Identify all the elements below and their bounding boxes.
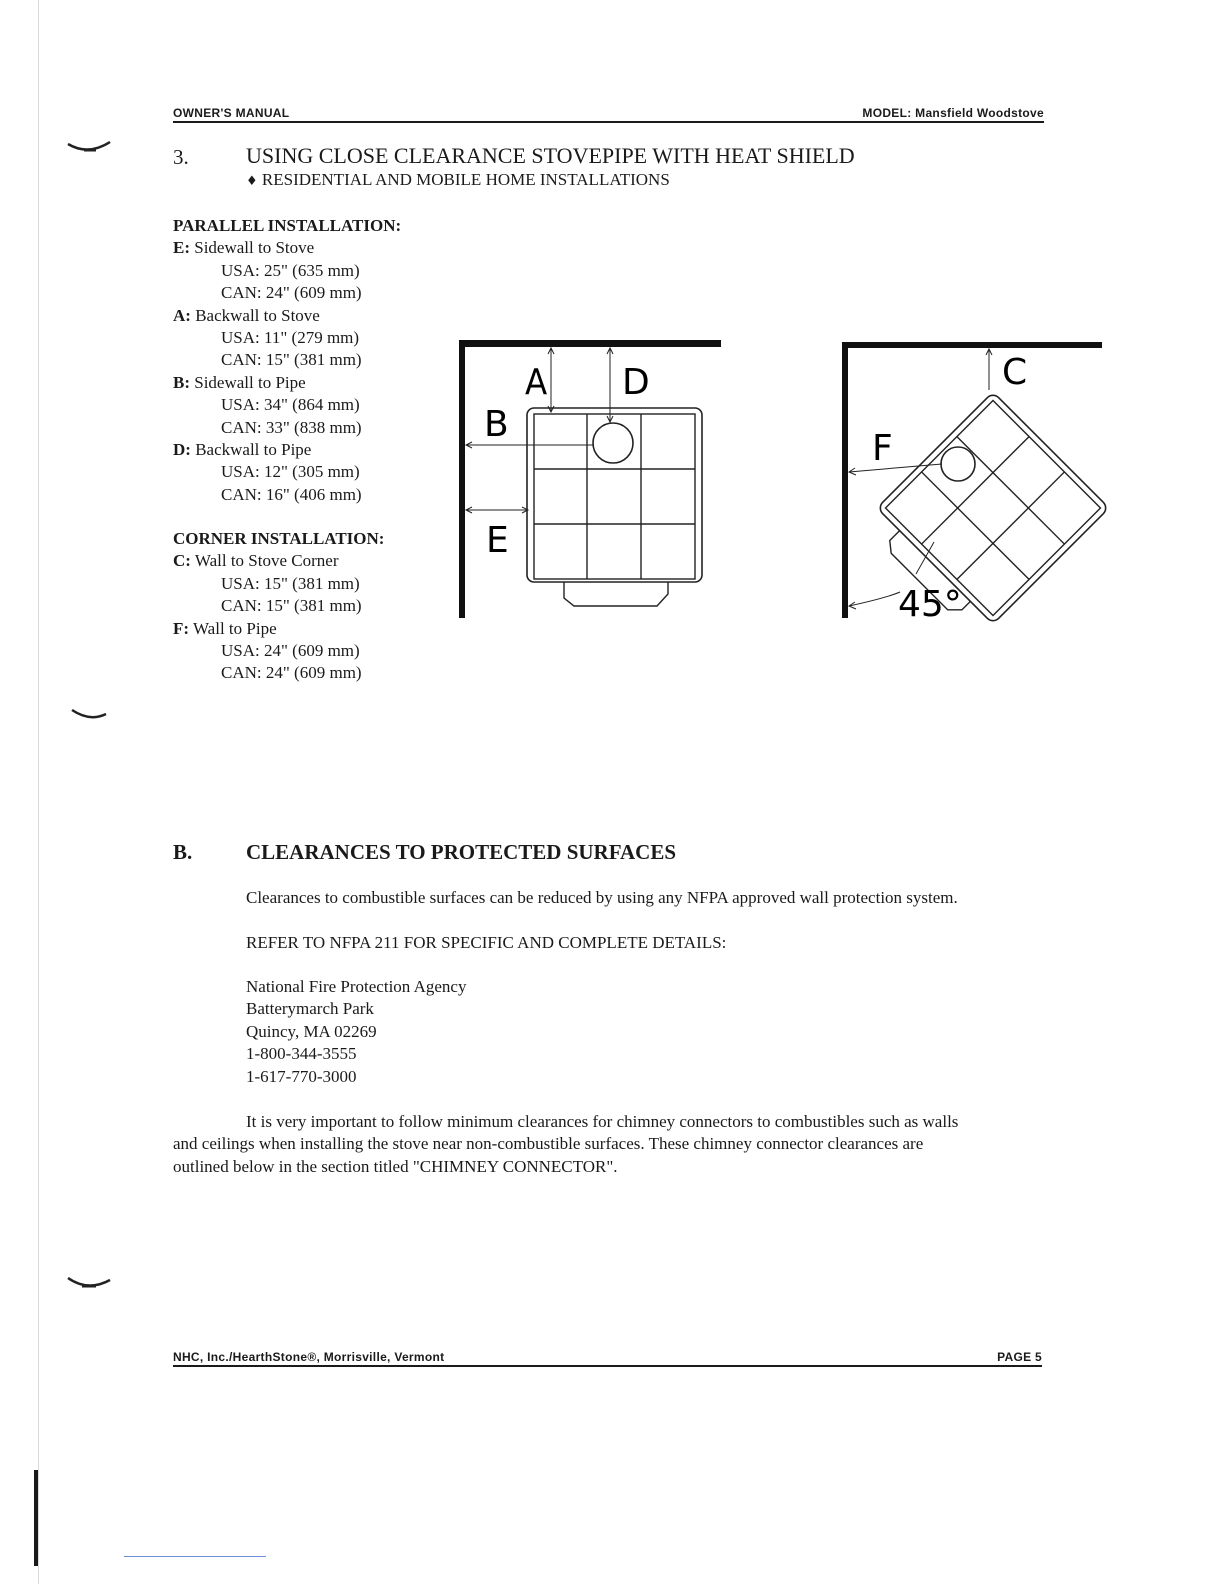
margin-tick-mark <box>66 138 114 160</box>
back-wall <box>459 340 721 347</box>
usa-value: USA: 15" (381 mm) <box>221 573 360 593</box>
angle-arc <box>849 592 900 606</box>
list-item <box>173 550 384 617</box>
item-key: C: <box>173 551 191 571</box>
footer-left-company: NHC, Inc./HearthStone®, Morrisville, Vermont <box>173 1350 445 1364</box>
label-a: A <box>525 362 548 403</box>
parallel-installation-list <box>173 215 401 506</box>
item-key: A: <box>173 305 191 325</box>
header-right-model: MODEL: Mansfield Woodstove <box>862 106 1044 120</box>
binding-edge-line <box>38 0 39 1584</box>
section-number: 3. <box>173 145 189 169</box>
can-value: CAN: 24" (609 mm) <box>221 663 362 683</box>
diamond-bullet-icon: ♦ <box>246 174 258 189</box>
parallel-heading: PARALLEL INSTALLATION: <box>173 216 402 235</box>
label-c: C <box>1002 352 1028 393</box>
corner-back-wall <box>842 342 1102 348</box>
footer-right-page-number: PAGE 5 <box>997 1350 1042 1364</box>
binding-edge-bar <box>34 1470 38 1566</box>
item-label: Wall to Pipe <box>193 618 277 638</box>
label-b: B <box>484 404 509 445</box>
list-item <box>173 618 384 685</box>
paragraph-line: and ceilings when installing the stove near non-combustible surfaces. These chimney connector clearances are <box>173 1134 924 1154</box>
item-key: F: <box>173 618 190 638</box>
item-label: Backwall to Stove <box>195 305 320 325</box>
paragraph-line: It is very important to follow minimum clearances for chimney connectors to combustibles such as walls <box>246 1112 959 1131</box>
section-b-paragraph-2: REFER TO NFPA 211 FOR SPECIFIC AND COMPLETE DETAILS: <box>246 933 727 952</box>
address-line: 1-800-344-3555 <box>246 1044 357 1064</box>
margin-tick-mark <box>70 706 110 724</box>
section-b-title: CLEARANCES TO PROTECTED SURFACES <box>246 840 677 864</box>
section-b-paragraph-3 <box>173 1111 958 1178</box>
address-line: 1-617-770-3000 <box>246 1066 357 1086</box>
flue-collar <box>593 423 633 463</box>
dimension-f-line <box>849 464 942 472</box>
corner-flue-collar <box>941 447 975 481</box>
corner-installation-list <box>173 528 384 685</box>
usa-value: USA: 34" (864 mm) <box>221 395 360 415</box>
address-line: Batterymarch Park <box>246 999 374 1019</box>
item-label: Wall to Stove Corner <box>194 551 339 571</box>
can-value: CAN: 15" (381 mm) <box>221 350 362 370</box>
footer-rule <box>173 1365 1042 1367</box>
item-label: Backwall to Pipe <box>195 440 312 460</box>
corner-side-wall <box>842 342 848 618</box>
label-d: D <box>622 362 650 403</box>
paragraph-line: outlined below in the section titled "CHIMNEY CONNECTOR". <box>173 1156 618 1176</box>
subtitle-text: RESIDENTIAL AND MOBILE HOME INSTALLATIONS <box>261 170 670 189</box>
parallel-installation-diagram <box>452 336 732 626</box>
side-wall <box>459 340 465 618</box>
header-left-title: OWNER'S MANUAL <box>173 106 290 120</box>
item-key: D: <box>173 440 191 460</box>
corner-heading: CORNER INSTALLATION: <box>173 529 385 548</box>
stove-front-lip <box>564 582 668 606</box>
item-key: E: <box>173 238 190 258</box>
corner-installation-diagram <box>836 336 1108 626</box>
section-b-paragraph-1: Clearances to combustible surfaces can be reduced by using any NFPA approved wall protection system. <box>246 888 958 907</box>
list-item <box>173 439 401 506</box>
item-label: Sidewall to Stove <box>194 238 315 258</box>
usa-value: USA: 12" (305 mm) <box>221 462 360 482</box>
header-rule <box>173 121 1044 123</box>
usa-value: USA: 24" (609 mm) <box>221 641 360 661</box>
address-block <box>246 976 466 1088</box>
can-value: CAN: 16" (406 mm) <box>221 484 362 504</box>
list-item <box>173 305 401 372</box>
label-f: F <box>872 428 893 469</box>
section-title: USING CLOSE CLEARANCE STOVEPIPE WITH HEAT SHIELD <box>246 143 855 168</box>
list-item <box>173 372 401 439</box>
section-subtitle <box>246 170 670 190</box>
label-e: E <box>486 520 509 561</box>
list-item <box>173 237 401 304</box>
can-value: CAN: 24" (609 mm) <box>221 283 362 303</box>
address-line: Quincy, MA 02269 <box>246 1021 377 1041</box>
usa-value: USA: 25" (635 mm) <box>221 260 360 280</box>
section-b-letter: B. <box>173 840 193 864</box>
scan-artifact-line <box>124 1556 266 1557</box>
label-angle: 45° <box>898 584 962 625</box>
item-label: Sidewall to Pipe <box>194 372 306 392</box>
address-line: National Fire Protection Agency <box>246 977 467 996</box>
margin-tick-mark <box>66 1274 114 1296</box>
usa-value: USA: 11" (279 mm) <box>221 328 360 348</box>
can-value: CAN: 15" (381 mm) <box>221 596 362 616</box>
can-value: CAN: 33" (838 mm) <box>221 417 362 437</box>
item-key: B: <box>173 372 190 392</box>
